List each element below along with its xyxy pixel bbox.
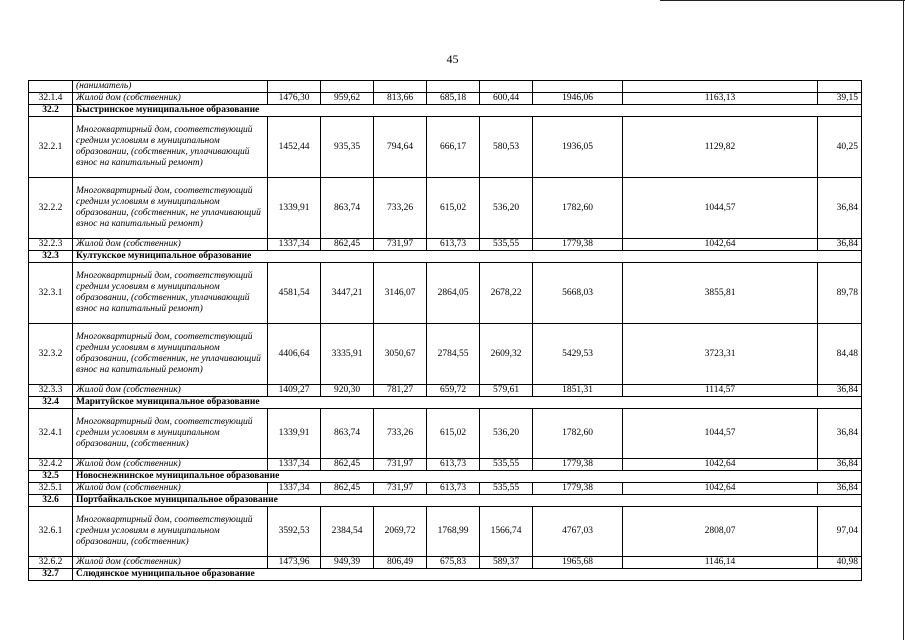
row-value-1: 1339,91 xyxy=(268,409,321,459)
row-value-3 xyxy=(374,81,427,93)
row-number: 32.3.3 xyxy=(29,385,73,397)
row-value-4: 675,83 xyxy=(427,557,480,569)
row-value-2: 862,45 xyxy=(321,239,374,251)
row-value-2: 935,35 xyxy=(321,117,374,178)
row-value-3: 3146,07 xyxy=(374,263,427,324)
section-title: Новоснежнинское муниципальное образование xyxy=(73,471,862,483)
row-value-3: 733,26 xyxy=(374,409,427,459)
row-number: 32.3.2 xyxy=(29,324,73,385)
row-value-3: 731,97 xyxy=(374,239,427,251)
row-description: Многоквартирный дом, соответствующий средним условиям в муниципальном образовании, (собственник) xyxy=(73,507,268,557)
table-row xyxy=(29,507,862,557)
row-value-5: 536,20 xyxy=(480,178,533,239)
row-value-1: 3592,53 xyxy=(268,507,321,557)
row-value-6: 5668,03 xyxy=(533,263,623,324)
row-value-8: 89,78 xyxy=(818,263,862,324)
row-value-5: 2678,22 xyxy=(480,263,533,324)
row-value-2: 920,30 xyxy=(321,385,374,397)
row-value-8: 36,84 xyxy=(818,483,862,495)
section-number: 32.3 xyxy=(29,251,73,263)
table-row xyxy=(29,409,862,459)
row-value-1: 4406,64 xyxy=(268,324,321,385)
row-number: 32.2.2 xyxy=(29,178,73,239)
row-value-7 xyxy=(623,81,818,93)
row-value-6: 1782,60 xyxy=(533,178,623,239)
section-number: 32.2 xyxy=(29,105,73,117)
row-value-6 xyxy=(533,81,623,93)
row-value-8 xyxy=(818,81,862,93)
row-value-5: 600,44 xyxy=(480,93,533,105)
row-value-8: 84,48 xyxy=(818,324,862,385)
row-description: Многоквартирный дом, соответствующий средним условиям в муниципальном образовании, (собственник, не уплачивающий взнос на капитальный ремонт) xyxy=(73,324,268,385)
row-value-8: 40,25 xyxy=(818,117,862,178)
row-value-5: 579,61 xyxy=(480,385,533,397)
tariff-table xyxy=(28,80,862,581)
table-row-continuation xyxy=(29,81,862,93)
row-value-3: 733,26 xyxy=(374,178,427,239)
section-number: 32.4 xyxy=(29,397,73,409)
row-value-1: 1409,27 xyxy=(268,385,321,397)
row-value-2: 3335,91 xyxy=(321,324,374,385)
row-value-6: 4767,03 xyxy=(533,507,623,557)
row-value-6: 1946,06 xyxy=(533,93,623,105)
table-row xyxy=(29,263,862,324)
row-value-5: 535,55 xyxy=(480,459,533,471)
row-value-3: 806,49 xyxy=(374,557,427,569)
row-number: 32.3.1 xyxy=(29,263,73,324)
row-value-3: 2069,72 xyxy=(374,507,427,557)
row-value-7: 1146,14 xyxy=(623,557,818,569)
page-number: 45 xyxy=(446,52,459,66)
row-value-6: 1779,38 xyxy=(533,459,623,471)
row-value-5: 580,53 xyxy=(480,117,533,178)
row-number xyxy=(29,81,73,93)
row-description: Жилой дом (собственник) xyxy=(73,239,268,251)
row-value-3: 781,27 xyxy=(374,385,427,397)
row-value-1: 4581,54 xyxy=(268,263,321,324)
row-description: Жилой дом (собственник) xyxy=(73,557,268,569)
row-value-6: 1851,31 xyxy=(533,385,623,397)
row-value-4: 2784,55 xyxy=(427,324,480,385)
section-title: Култукское муниципальное образование xyxy=(73,251,862,263)
row-value-2: 3447,21 xyxy=(321,263,374,324)
row-value-4: 1768,99 xyxy=(427,507,480,557)
row-value-8: 97,04 xyxy=(818,507,862,557)
row-value-3: 794,64 xyxy=(374,117,427,178)
row-description: (наниматель) xyxy=(73,81,268,93)
row-value-2: 863,74 xyxy=(321,409,374,459)
row-value-7: 3723,31 xyxy=(623,324,818,385)
row-value-7: 1042,64 xyxy=(623,239,818,251)
row-value-4: 659,72 xyxy=(427,385,480,397)
row-value-7: 1044,57 xyxy=(623,178,818,239)
section-title: Слюдянское муниципальное образование xyxy=(73,569,862,581)
row-value-3: 3050,67 xyxy=(374,324,427,385)
table-row xyxy=(29,178,862,239)
row-value-8: 36,84 xyxy=(818,409,862,459)
row-number: 32.2.3 xyxy=(29,239,73,251)
row-value-5: 536,20 xyxy=(480,409,533,459)
row-value-8: 36,84 xyxy=(818,178,862,239)
row-value-2: 959,62 xyxy=(321,93,374,105)
section-row xyxy=(29,105,862,117)
row-value-4: 2864,05 xyxy=(427,263,480,324)
row-value-2: 862,45 xyxy=(321,459,374,471)
row-description: Многоквартирный дом, соответствующий средним условиям в муниципальном образовании, (собственник, уплачивающий взнос на капитальный ремонт) xyxy=(73,117,268,178)
row-number: 32.6.2 xyxy=(29,557,73,569)
section-number: 32.6 xyxy=(29,495,73,507)
row-value-5: 589,37 xyxy=(480,557,533,569)
row-value-2: 863,74 xyxy=(321,178,374,239)
row-value-3: 813,66 xyxy=(374,93,427,105)
page-frame-right-line xyxy=(903,0,904,640)
row-value-5 xyxy=(480,81,533,93)
row-value-1: 1452,44 xyxy=(268,117,321,178)
row-value-1: 1337,34 xyxy=(268,483,321,495)
row-value-2: 949,39 xyxy=(321,557,374,569)
row-value-6: 1936,05 xyxy=(533,117,623,178)
section-number: 32.7 xyxy=(29,569,73,581)
row-description: Жилой дом (собственник) xyxy=(73,93,268,105)
table-row xyxy=(29,483,862,495)
row-value-4: 615,02 xyxy=(427,409,480,459)
section-number: 32.5 xyxy=(29,471,73,483)
table-body xyxy=(29,81,862,581)
section-row xyxy=(29,569,862,581)
table-row xyxy=(29,385,862,397)
row-value-1: 1473,96 xyxy=(268,557,321,569)
row-value-4: 613,73 xyxy=(427,239,480,251)
row-value-2: 862,45 xyxy=(321,483,374,495)
table-row xyxy=(29,117,862,178)
row-description: Жилой дом (собственник) xyxy=(73,385,268,397)
section-row xyxy=(29,397,862,409)
row-number: 32.2.1 xyxy=(29,117,73,178)
table-row xyxy=(29,324,862,385)
row-value-7: 1129,82 xyxy=(623,117,818,178)
row-value-3: 731,97 xyxy=(374,483,427,495)
row-value-7: 1163,13 xyxy=(623,93,818,105)
table-row xyxy=(29,557,862,569)
row-description: Многоквартирный дом, соответствующий средним условиям в муниципальном образовании, (собственник, не уплачивающий взнос на капитальный ремонт) xyxy=(73,178,268,239)
row-number: 32.4.1 xyxy=(29,409,73,459)
row-number: 32.1.4 xyxy=(29,93,73,105)
row-value-7: 2808,07 xyxy=(623,507,818,557)
row-description: Жилой дом (собственник) xyxy=(73,459,268,471)
section-title: Маритуйское муниципальное образование xyxy=(73,397,862,409)
row-value-6: 1782,60 xyxy=(533,409,623,459)
row-value-8: 36,84 xyxy=(818,239,862,251)
table-row xyxy=(29,459,862,471)
row-number: 32.5.1 xyxy=(29,483,73,495)
row-value-4: 685,18 xyxy=(427,93,480,105)
row-value-1: 1339,91 xyxy=(268,178,321,239)
row-value-1: 1337,34 xyxy=(268,239,321,251)
row-value-1 xyxy=(268,81,321,93)
row-value-5: 535,55 xyxy=(480,483,533,495)
row-description: Многоквартирный дом, соответствующий средним условиям в муниципальном образовании, (собственник, уплачивающий взнос на капитальный ремонт) xyxy=(73,263,268,324)
row-value-5: 2609,32 xyxy=(480,324,533,385)
page-frame-top-line xyxy=(660,0,905,1)
row-value-4 xyxy=(427,81,480,93)
row-value-4: 666,17 xyxy=(427,117,480,178)
row-value-5: 1566,74 xyxy=(480,507,533,557)
row-value-1: 1337,34 xyxy=(268,459,321,471)
row-value-4: 613,73 xyxy=(427,459,480,471)
section-title: Портбайкальское муниципальное образование xyxy=(73,495,862,507)
row-value-7: 1114,57 xyxy=(623,385,818,397)
row-value-8: 36,84 xyxy=(818,459,862,471)
row-value-4: 613,73 xyxy=(427,483,480,495)
row-value-8: 40,98 xyxy=(818,557,862,569)
row-value-7: 1042,64 xyxy=(623,483,818,495)
row-value-5: 535,55 xyxy=(480,239,533,251)
row-value-6: 1965,68 xyxy=(533,557,623,569)
table-row xyxy=(29,93,862,105)
row-value-8: 36,84 xyxy=(818,385,862,397)
row-value-6: 5429,53 xyxy=(533,324,623,385)
row-number: 32.4.2 xyxy=(29,459,73,471)
row-value-2 xyxy=(321,81,374,93)
row-description: Многоквартирный дом, соответствующий средним условиям в муниципальном образовании, (собственник) xyxy=(73,409,268,459)
row-value-7: 3855,81 xyxy=(623,263,818,324)
table-row xyxy=(29,239,862,251)
row-value-6: 1779,38 xyxy=(533,239,623,251)
row-value-6: 1779,38 xyxy=(533,483,623,495)
section-row xyxy=(29,495,862,507)
section-row xyxy=(29,471,862,483)
row-value-4: 615,02 xyxy=(427,178,480,239)
row-value-8: 39,15 xyxy=(818,93,862,105)
row-value-7: 1044,57 xyxy=(623,409,818,459)
row-value-3: 731,97 xyxy=(374,459,427,471)
row-value-2: 2384,54 xyxy=(321,507,374,557)
row-value-7: 1042,64 xyxy=(623,459,818,471)
section-title: Быстринское муниципальное образование xyxy=(73,105,862,117)
row-value-1: 1476,30 xyxy=(268,93,321,105)
section-row xyxy=(29,251,862,263)
row-number: 32.6.1 xyxy=(29,507,73,557)
row-description: Жилой дом (собственник) xyxy=(73,483,268,495)
